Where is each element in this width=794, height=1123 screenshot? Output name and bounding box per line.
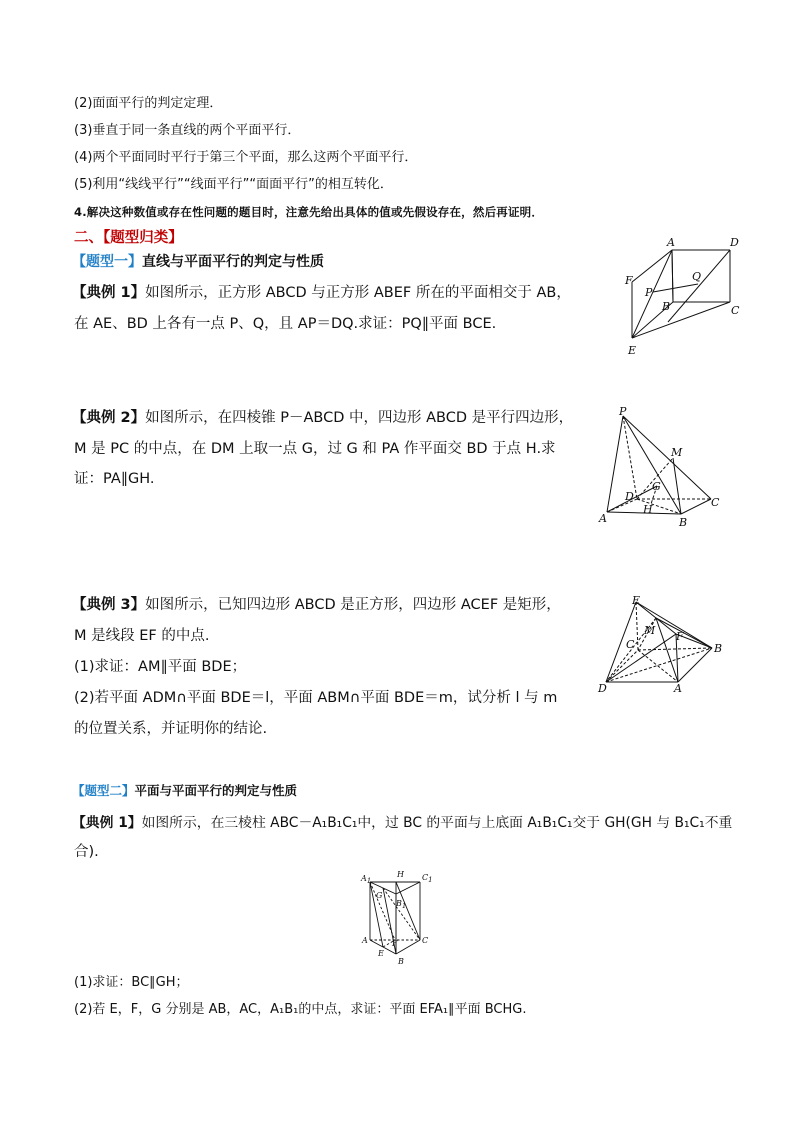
type2-ex1-line1: [72, 812, 732, 834]
type1-ex2-line3: 证：PA∥GH.: [74, 471, 155, 487]
fig3-label-C: C: [626, 638, 635, 651]
figure-pyramid: [593, 404, 733, 532]
fig2-label-M: M: [671, 446, 683, 459]
type2-tag: 【题型二】: [72, 783, 135, 798]
fig3-label-D: D: [598, 682, 607, 695]
method-2: (2)面面平行的判定定理．: [74, 96, 223, 111]
fig3-label-M: M: [644, 624, 656, 637]
fig1-label-P: P: [645, 286, 653, 299]
fig4-label-B: B: [398, 957, 404, 966]
type1-ex3-text1: 如图所示，已知四边形 ABCD 是正方形，四边形 ACEF 是矩形，: [145, 597, 561, 613]
fig2-label-G: G: [652, 480, 661, 493]
type1-heading: [72, 252, 324, 272]
figure-prism: [356, 866, 440, 968]
type2-q1: (1)求证：BC∥GH；: [74, 975, 189, 990]
method-5: (5)利用“线线平行”“线面平行”“面面平行”的相互转化．: [74, 177, 393, 192]
type2-q2: (2)若 E，F，G 分别是 AB，AC，A₁B₁的中点，求证：平面 EFA₁∥平面 BCHG.: [74, 1002, 527, 1017]
type1-ex3-line4: (2)若平面 ADM∩平面 BDE＝l，平面 ABM∩平面 BDE＝m，试分析 l 与 m: [74, 690, 558, 706]
type1-ex2-line2: M 是 PC 的中点，在 DM 上取一点 G，过 G 和 PA 作平面交 BD 于点 H.求: [74, 441, 556, 457]
fig1-label-Q: Q: [692, 270, 702, 283]
type1-ex3-line1: [72, 594, 561, 616]
fig4-label-C: C: [422, 936, 429, 945]
fig1-label-D: D: [730, 236, 739, 249]
type1-ex1-label: 【典例 1】: [72, 285, 146, 301]
fig4-label-A: A: [362, 936, 368, 945]
type1-ex2-label: 【典例 2】: [72, 410, 146, 426]
type1-tag: 【题型一】: [72, 254, 142, 270]
fig1-label-C: C: [731, 304, 740, 317]
fig2-label-H: H: [643, 503, 653, 516]
figure-squares: [618, 232, 750, 360]
fig4-label-B1-sub: 1: [401, 902, 407, 910]
type2-ex1-label: 【典例 1】: [72, 815, 142, 831]
fig1-label-F: F: [625, 274, 633, 287]
section-heading: [74, 228, 183, 248]
fig2-label-C: C: [711, 496, 720, 509]
fig1-label-B: B: [662, 300, 671, 313]
fig4-label-E: E: [378, 949, 384, 958]
fig4-label-A1-main: A: [361, 874, 367, 883]
type1-ex3-label: 【典例 3】: [72, 597, 146, 613]
fig4-label-C1-sub: 1: [428, 876, 433, 884]
type1-ex2-line1: [72, 407, 573, 429]
type1-ex3-line3: (1)求证：AM∥平面 BDE；: [74, 659, 247, 675]
fig4-label-H: H: [397, 870, 404, 879]
fig2-label-P: P: [619, 405, 627, 418]
fig3-label-F: F: [676, 630, 684, 643]
fig3-label-E: E: [632, 594, 641, 607]
fig4-label-C1: [422, 873, 433, 884]
type1-ex3-line5: 的位置关系，并证明你的结论.: [74, 721, 268, 737]
type1-ex3-line2: M 是线段 EF 的中点.: [74, 628, 210, 644]
section-title: 【题型归类】: [103, 230, 183, 246]
fig4-label-F: F: [392, 939, 398, 948]
fig1-label-E: E: [628, 344, 637, 357]
type2-title: 平面与平面平行的判定与性质: [134, 783, 298, 798]
type1-ex2-text1: 如图所示，在四棱锥 P－ABCD 中，四边形 ABCD 是平行四边形，: [145, 410, 574, 426]
section-prefix: 二、: [74, 230, 103, 246]
type1-ex1-text1: 如图所示，正方形 ABCD 与正方形 ABEF 所在的平面相交于 AB，: [145, 285, 571, 301]
figure-square-rectangle: [592, 594, 726, 698]
method-3: (3)垂直于同一条直线的两个平面平行．: [74, 123, 301, 138]
fig4-label-B1-main: B: [396, 899, 402, 908]
fig4-label-A1: [360, 874, 371, 885]
method-4: (4)两个平面同时平行于第三个平面，那么这两个平面平行．: [74, 150, 418, 165]
type2-ex1-line2: 合).: [74, 844, 99, 860]
fig2-label-D: D: [625, 490, 634, 503]
fig4-label-G: G: [376, 891, 383, 900]
type1-ex1-line1: [72, 282, 571, 304]
fig2-label-B: B: [679, 516, 688, 529]
fig1-label-A: A: [667, 236, 675, 249]
type1-title: 直线与平面平行的判定与性质: [142, 254, 324, 270]
fig3-label-A: A: [674, 682, 682, 695]
fig2-label-A: A: [599, 512, 607, 525]
type2-heading: [72, 781, 297, 801]
type1-ex1-line2: 在 AE、BD 上各有一点 P、Q，且 AP＝DQ.求证：PQ∥平面 BCE.: [74, 316, 497, 332]
fig4-label-C1-main: C: [422, 873, 429, 882]
type2-ex1-text1: 如图所示，在三棱柱 ABC－A₁B₁C₁中，过 BC 的平面与上底面 A₁B₁C₁交于 GH(GH 与 B₁C₁不重: [141, 815, 733, 831]
fig3-label-B: B: [714, 642, 723, 655]
fig4-label-A1-sub: 1: [366, 877, 372, 885]
fig4-label-B1: [395, 899, 406, 910]
tip-4: 4.解决这种数值或存在性问题的题目时，注意先给出具体的值或先假设存在，然后再证明．: [74, 205, 544, 219]
